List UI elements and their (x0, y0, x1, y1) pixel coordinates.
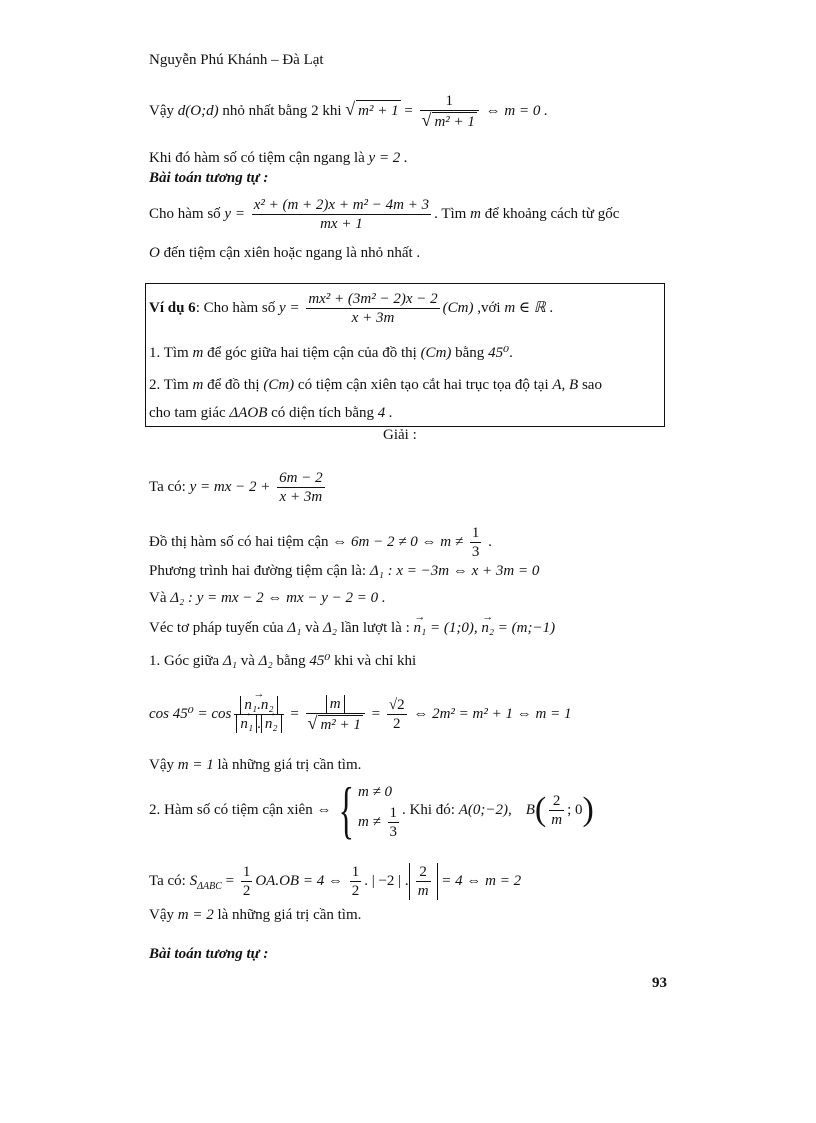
page-number: 93 (652, 975, 667, 991)
solution-line-oblique: 2. Hàm số có tiệm cận xiên ⇔ { m ≠ 0 m ≠ $\frac{1}{3}$ . Khi đó: A(0;−2), B( $\frac{2}{m}$ ; 0) (149, 774, 594, 845)
fraction: $\frac{\text{mx² + (3m² − 2)x − 2}}{x + 3m}$ (308, 291, 438, 326)
solution-line-cos: cos 45⁰ = cos → n₁.n₂ → n₁ .→ n₂ = $\frac{m}{\text{√ m² + 1}}$ = $\frac{√2}{2}$ ⇔ 2m² = m² + 1 ⇔ m = 1 (149, 695, 571, 734)
solution-line-delta2: Và Δ₂ : y = mx − 2 ⇔ mx − y − 2 = 0 . (149, 590, 386, 606)
solution-line-area: Ta có: $S_{\Delta ABC}$ = $\frac{1}{2}$ OA.OB = 4 ⇔ $\frac{1}{2}$ . | −2 | . $\frac{2}{m}$ = 4 ⇔ m = 2 (149, 864, 522, 899)
example-statement: Ví dụ 6: Cho hàm số y = $\frac{\text{mx² + (3m² − 2)x − 2}}{x + 3m}$ (Cm) ,với m ∈ ℝ . (149, 291, 554, 326)
example-question-2: 2. Tìm m để đồ thị (Cm) có tiệm cận xiên tạo cắt hai trục tọa độ tại A, B sao (149, 377, 602, 393)
sqrt-sign-icon: √ (345, 98, 356, 119)
similar-problem-statement-cont: O đến tiệm cận xiên hoặc ngang là nhỏ nhất . (149, 245, 421, 261)
example-question-2-cont: cho tam giác ΔAOB có diện tích bằng 4 . (149, 405, 393, 421)
fraction: $\frac{1}{3}$ (471, 525, 480, 560)
paren-icon: ( (534, 791, 547, 828)
solution-line-two-asymptotes: Đồ thị hàm số có hai tiệm cận ⇔ 6m − 2 ≠ 0 ⇔ m ≠ $\frac{1}{3}$ . (149, 525, 492, 560)
example-question-1: 1. Tìm m để góc giữa hai tiệm cận của đồ thị (Cm) bằng 45⁰. (149, 345, 513, 361)
solution-conclusion-2: Vậy m = 2 là những giá trị cần tìm. (149, 907, 362, 923)
fraction: $\frac{1}{\text{√ m² + 1}}$ (420, 92, 479, 131)
similar-problem-heading: Bài toán tương tự : (149, 170, 269, 186)
fraction: $\frac{1}{2}$ (242, 864, 251, 899)
fraction: $\frac{√2}{2}$ (388, 697, 405, 732)
sqrt-sign-icon: √ (421, 110, 432, 130)
fraction: → n₁.n₂ → n₁ .→ n₂ (234, 696, 283, 733)
paren-icon: ) (582, 791, 594, 828)
sqrt-sign-icon: √ (307, 713, 318, 733)
horizontal-asymptote-line: Khi đó hàm số có tiệm cận ngang là y = 2 . (149, 150, 408, 166)
fraction: $\frac{\text{x² + (m + 2)x + m² − 4m + 3}}{mx + 1}$ (253, 197, 430, 232)
fraction: $\frac{2}{m}$ (551, 792, 563, 828)
header-author: Nguyễn Phú Khánh – Đà Lạt (149, 52, 324, 68)
similar-problem-statement: Cho hàm số y = $\frac{\text{x² + (m + 2)x + m² − 4m + 3}}{mx + 1}$ . Tìm m để khoảng cách từ gốc (149, 197, 620, 232)
fraction: $\frac{m}{\text{√ m² + 1}}$ (306, 695, 365, 734)
solution-heading: Giải : (383, 427, 417, 443)
fraction: $\frac{6m - 2}{x + 3m}$ (279, 470, 323, 505)
left-brace-icon: { (338, 774, 355, 845)
fraction: $\frac{2}{m}$ (417, 864, 429, 899)
solution-line-angle: 1. Góc giữa Δ₁ và Δ₂ bằng 45⁰ khi và chỉ khi (149, 653, 417, 669)
condition-system: m ≠ 0 m ≠ $\frac{1}{3}$ (357, 783, 398, 840)
fraction: $\frac{1}{2}$ (351, 864, 360, 899)
conclusion-line-1: Vậy d(O;d) nhỏ nhất bằng 2 khi √ m² + 1 = $\frac{1}{\text{√ m² + 1}}$ ⇔ m = 0 . (149, 93, 548, 130)
solution-line-taco: Ta có: y = mx − 2 + $\frac{6m - 2}{x + 3m}$ (149, 470, 323, 505)
solution-conclusion-1: Vậy m = 1 là những giá trị cần tìm. (149, 757, 362, 773)
fraction: $\frac{1}{3}$ (389, 804, 398, 840)
solution-line-asymptote-eq: Phương trình hai đường tiệm cận là: Δ₁ : x = −3m ⇔ x + 3m = 0 (149, 563, 540, 579)
similar-problem-heading-2: Bài toán tương tự : (149, 946, 269, 962)
solution-line-normal-vectors: Véc tơ pháp tuyến của Δ₁ và Δ₂ lần lượt là : → n₁ = (1;0), → n₂ = (m;−1) (149, 618, 555, 638)
